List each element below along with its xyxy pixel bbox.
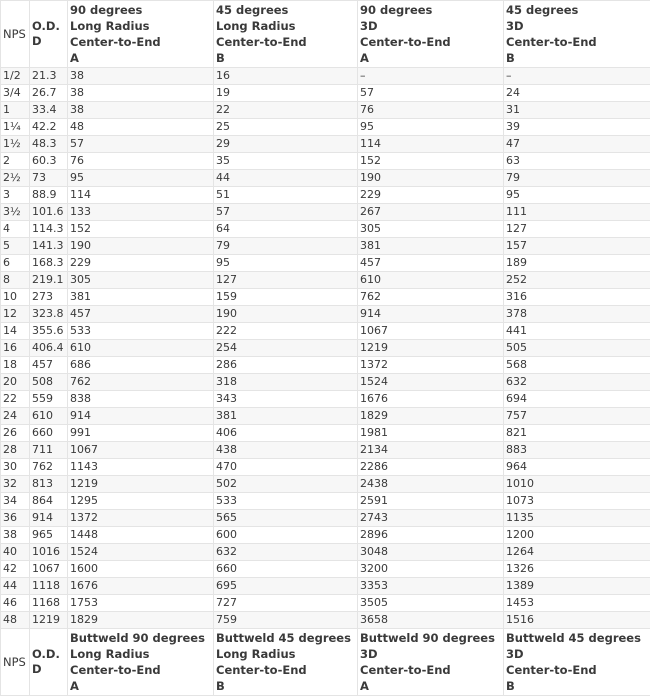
cell-od: 1168 [30,595,68,612]
cell-45-long-radius: 406 [214,425,358,442]
header-col-line: Center-to-End [360,34,501,50]
cell-nps: 24 [1,408,30,425]
cell-90-long-radius: 1143 [68,459,214,476]
header-90-3d [358,1,504,68]
table-row [1,527,650,544]
cell-nps: 2½ [1,170,30,187]
cell-45-long-radius: 318 [214,374,358,391]
cell-45-3d: 127 [504,221,650,238]
cell-90-long-radius: 57 [68,136,214,153]
cell-90-3d: 152 [358,153,504,170]
table-row [1,221,650,238]
footer-od-line2: D [32,662,65,677]
cell-90-3d: 1981 [358,425,504,442]
header-col-line: Center-to-End [216,34,355,50]
footer-col-line: Buttweld 45 degrees [506,630,648,646]
cell-90-3d: 1829 [358,408,504,425]
footer-col-line: 3D [506,646,648,662]
cell-90-3d: 3353 [358,578,504,595]
cell-90-long-radius: 38 [68,85,214,102]
cell-od: 73 [30,170,68,187]
table-row [1,272,650,289]
table-row [1,408,650,425]
table-row [1,340,650,357]
cell-od: 219.1 [30,272,68,289]
table-row [1,595,650,612]
header-col-line: 45 degrees [506,2,648,18]
cell-45-3d: 1135 [504,510,650,527]
cell-45-long-radius: 381 [214,408,358,425]
cell-45-long-radius: 95 [214,255,358,272]
cell-nps: 14 [1,323,30,340]
cell-45-3d: 1453 [504,595,650,612]
footer-col-line: B [216,678,355,694]
footer-col-line: A [360,678,501,694]
cell-90-long-radius: 133 [68,204,214,221]
cell-od: 508 [30,374,68,391]
cell-45-3d: 964 [504,459,650,476]
cell-45-long-radius: 159 [214,289,358,306]
table-row [1,374,650,391]
cell-45-3d: 821 [504,425,650,442]
cell-nps: 18 [1,357,30,374]
table-row [1,187,650,204]
cell-90-long-radius: 1295 [68,493,214,510]
footer-col-line: Buttweld 45 degrees [216,630,355,646]
cell-45-long-radius: 286 [214,357,358,374]
cell-45-long-radius: 632 [214,544,358,561]
cell-90-long-radius: 914 [68,408,214,425]
cell-od: 813 [30,476,68,493]
cell-45-3d: 378 [504,306,650,323]
cell-90-long-radius: 381 [68,289,214,306]
cell-45-long-radius: 727 [214,595,358,612]
cell-nps: 42 [1,561,30,578]
cell-nps: 10 [1,289,30,306]
cell-90-3d: 3505 [358,595,504,612]
cell-od: 711 [30,442,68,459]
header-col-line: 3D [506,18,648,34]
cell-od: 141.3 [30,238,68,255]
cell-nps: 20 [1,374,30,391]
cell-45-long-radius: 254 [214,340,358,357]
cell-90-long-radius: 1372 [68,510,214,527]
cell-90-3d: 1676 [358,391,504,408]
table-row [1,561,650,578]
cell-90-3d: 762 [358,289,504,306]
cell-90-long-radius: 1067 [68,442,214,459]
header-col-line: B [506,50,648,66]
cell-90-long-radius: 305 [68,272,214,289]
table-row [1,306,650,323]
table-body [1,68,650,629]
cell-nps: 1/2 [1,68,30,85]
cell-90-3d: 1219 [358,340,504,357]
table-row [1,578,650,595]
cell-od: 914 [30,510,68,527]
cell-90-long-radius: 1524 [68,544,214,561]
cell-od: 42.2 [30,119,68,136]
cell-90-3d: 457 [358,255,504,272]
cell-45-3d: 1516 [504,612,650,629]
cell-nps: 5 [1,238,30,255]
cell-90-3d: 3200 [358,561,504,578]
cell-45-long-radius: 35 [214,153,358,170]
cell-45-3d: 47 [504,136,650,153]
cell-90-long-radius: 686 [68,357,214,374]
table-row [1,357,650,374]
cell-nps: 26 [1,425,30,442]
header-row [1,1,650,68]
table-row [1,442,650,459]
header-col-line: 45 degrees [216,2,355,18]
cell-45-long-radius: 600 [214,527,358,544]
cell-nps: 44 [1,578,30,595]
cell-90-3d: 267 [358,204,504,221]
cell-45-long-radius: 565 [214,510,358,527]
cell-od: 1016 [30,544,68,561]
footer-row [1,629,650,696]
cell-nps: 6 [1,255,30,272]
cell-od: 1118 [30,578,68,595]
cell-90-3d: 2134 [358,442,504,459]
footer-buttweld-45-long-radius [214,629,358,696]
cell-45-long-radius: 57 [214,204,358,221]
cell-od: 610 [30,408,68,425]
cell-45-3d: 39 [504,119,650,136]
cell-nps: 34 [1,493,30,510]
table-footer [1,629,650,696]
table-header [1,1,650,68]
cell-90-long-radius: 1600 [68,561,214,578]
table-row [1,544,650,561]
table-row [1,153,650,170]
table-row [1,476,650,493]
cell-45-3d: 79 [504,170,650,187]
header-nps: NPS [1,1,30,68]
cell-od: 406.4 [30,340,68,357]
cell-45-long-radius: 660 [214,561,358,578]
cell-od: 168.3 [30,255,68,272]
cell-90-3d: 2286 [358,459,504,476]
cell-45-3d: 1264 [504,544,650,561]
footer-od-line1: O.D. [32,647,65,662]
cell-nps: 36 [1,510,30,527]
table-row [1,85,650,102]
cell-90-3d: 229 [358,187,504,204]
table-row [1,170,650,187]
footer-col-line: B [506,678,648,694]
table-row [1,459,650,476]
cell-45-3d: 1326 [504,561,650,578]
cell-45-long-radius: 79 [214,238,358,255]
cell-45-3d: 95 [504,187,650,204]
cell-nps: 28 [1,442,30,459]
header-col-line: 3D [360,18,501,34]
cell-od: 965 [30,527,68,544]
cell-45-long-radius: 22 [214,102,358,119]
cell-90-long-radius: 1753 [68,595,214,612]
cell-45-3d: 1389 [504,578,650,595]
cell-nps: 8 [1,272,30,289]
footer-od [30,629,68,696]
cell-od: 457 [30,357,68,374]
cell-90-long-radius: 1448 [68,527,214,544]
table-row [1,510,650,527]
cell-nps: 40 [1,544,30,561]
cell-nps: 46 [1,595,30,612]
cell-45-3d: 63 [504,153,650,170]
cell-90-long-radius: 1676 [68,578,214,595]
cell-od: 21.3 [30,68,68,85]
cell-45-long-radius: 438 [214,442,358,459]
cell-45-long-radius: 470 [214,459,358,476]
cell-90-long-radius: 762 [68,374,214,391]
cell-90-3d: 3048 [358,544,504,561]
cell-od: 273 [30,289,68,306]
cell-90-3d: 190 [358,170,504,187]
cell-45-3d: 31 [504,102,650,119]
cell-nps: 3/4 [1,85,30,102]
header-col-line: B [216,50,355,66]
table-row [1,391,650,408]
cell-nps: 48 [1,612,30,629]
cell-90-long-radius: 76 [68,153,214,170]
cell-90-3d: 1372 [358,357,504,374]
cell-45-long-radius: 343 [214,391,358,408]
cell-45-long-radius: 222 [214,323,358,340]
cell-45-3d: 632 [504,374,650,391]
table-row [1,425,650,442]
cell-nps: 22 [1,391,30,408]
header-od-line1: O.D. [32,19,65,34]
cell-od: 48.3 [30,136,68,153]
cell-45-long-radius: 502 [214,476,358,493]
cell-od: 355.6 [30,323,68,340]
footer-col-line: Center-to-End [216,662,355,678]
cell-45-long-radius: 64 [214,221,358,238]
cell-nps: 1½ [1,136,30,153]
header-col-line: 90 degrees [70,2,211,18]
table-row [1,323,650,340]
header-col-line: A [70,50,211,66]
cell-90-long-radius: 610 [68,340,214,357]
cell-nps: 3½ [1,204,30,221]
header-col-line: 90 degrees [360,2,501,18]
cell-nps: 30 [1,459,30,476]
cell-45-3d: 316 [504,289,650,306]
cell-od: 60.3 [30,153,68,170]
cell-nps: 2 [1,153,30,170]
cell-45-3d: 883 [504,442,650,459]
cell-45-3d: 157 [504,238,650,255]
cell-nps: 16 [1,340,30,357]
cell-nps: 4 [1,221,30,238]
cell-90-long-radius: 48 [68,119,214,136]
cell-45-long-radius: 29 [214,136,358,153]
cell-45-3d: – [504,68,650,85]
cell-od: 33.4 [30,102,68,119]
cell-45-3d: 441 [504,323,650,340]
table-row [1,238,650,255]
footer-col-line: 3D [360,646,501,662]
cell-90-3d: 914 [358,306,504,323]
header-od-line2: D [32,34,65,49]
cell-45-3d: 1200 [504,527,650,544]
cell-od: 559 [30,391,68,408]
footer-col-line: Buttweld 90 degrees [360,630,501,646]
table-row [1,289,650,306]
cell-90-long-radius: 38 [68,68,214,85]
cell-90-3d: 57 [358,85,504,102]
header-col-line: Long Radius [216,18,355,34]
cell-90-3d: 95 [358,119,504,136]
cell-90-long-radius: 457 [68,306,214,323]
cell-90-3d: 610 [358,272,504,289]
cell-90-3d: 2591 [358,493,504,510]
cell-90-long-radius: 991 [68,425,214,442]
cell-45-long-radius: 533 [214,493,358,510]
header-col-line: A [360,50,501,66]
cell-45-long-radius: 16 [214,68,358,85]
cell-45-long-radius: 695 [214,578,358,595]
cell-45-long-radius: 51 [214,187,358,204]
cell-45-3d: 757 [504,408,650,425]
cell-90-long-radius: 114 [68,187,214,204]
cell-nps: 1 [1,102,30,119]
header-col-line: Center-to-End [506,34,648,50]
cell-90-3d: 1067 [358,323,504,340]
header-90-long-radius [68,1,214,68]
footer-col-line: A [70,678,211,694]
table-row [1,255,650,272]
cell-90-3d: 114 [358,136,504,153]
cell-90-3d: – [358,68,504,85]
cell-90-3d: 2438 [358,476,504,493]
table-row [1,119,650,136]
footer-col-line: Long Radius [70,646,211,662]
footer-buttweld-90-long-radius [68,629,214,696]
header-col-line: Long Radius [70,18,211,34]
footer-col-line: Center-to-End [360,662,501,678]
cell-nps: 38 [1,527,30,544]
cell-45-3d: 24 [504,85,650,102]
cell-od: 1067 [30,561,68,578]
cell-nps: 12 [1,306,30,323]
cell-od: 660 [30,425,68,442]
cell-90-3d: 3658 [358,612,504,629]
cell-90-3d: 305 [358,221,504,238]
header-45-3d [504,1,650,68]
cell-45-3d: 505 [504,340,650,357]
cell-nps: 32 [1,476,30,493]
cell-nps: 1¼ [1,119,30,136]
table-row [1,204,650,221]
cell-90-long-radius: 1219 [68,476,214,493]
footer-col-line: Center-to-End [506,662,648,678]
cell-45-3d: 1073 [504,493,650,510]
cell-od: 762 [30,459,68,476]
cell-90-long-radius: 38 [68,102,214,119]
cell-od: 26.7 [30,85,68,102]
cell-90-long-radius: 190 [68,238,214,255]
cell-90-long-radius: 95 [68,170,214,187]
cell-45-3d: 568 [504,357,650,374]
cell-90-long-radius: 533 [68,323,214,340]
cell-od: 101.6 [30,204,68,221]
table-row [1,68,650,85]
cell-od: 88.9 [30,187,68,204]
header-45-long-radius [214,1,358,68]
cell-90-long-radius: 1829 [68,612,214,629]
cell-90-long-radius: 838 [68,391,214,408]
footer-nps: NPS [1,629,30,696]
cell-od: 864 [30,493,68,510]
table-row [1,136,650,153]
cell-45-3d: 252 [504,272,650,289]
cell-nps: 3 [1,187,30,204]
cell-45-long-radius: 127 [214,272,358,289]
cell-90-3d: 381 [358,238,504,255]
cell-45-3d: 694 [504,391,650,408]
cell-90-long-radius: 152 [68,221,214,238]
cell-90-3d: 2743 [358,510,504,527]
table-row [1,612,650,629]
cell-90-3d: 76 [358,102,504,119]
cell-45-long-radius: 25 [214,119,358,136]
cell-90-3d: 1524 [358,374,504,391]
footer-col-line: Center-to-End [70,662,211,678]
footer-col-line: Long Radius [216,646,355,662]
cell-od: 114.3 [30,221,68,238]
cell-od: 323.8 [30,306,68,323]
header-od [30,1,68,68]
footer-buttweld-90-3d [358,629,504,696]
cell-od: 1219 [30,612,68,629]
footer-col-line: Buttweld 90 degrees [70,630,211,646]
header-col-line: Center-to-End [70,34,211,50]
cell-45-long-radius: 759 [214,612,358,629]
cell-90-long-radius: 229 [68,255,214,272]
cell-45-3d: 111 [504,204,650,221]
cell-45-long-radius: 44 [214,170,358,187]
cell-45-long-radius: 19 [214,85,358,102]
cell-90-3d: 2896 [358,527,504,544]
cell-45-long-radius: 190 [214,306,358,323]
table-row [1,102,650,119]
footer-buttweld-45-3d [504,629,650,696]
cell-45-3d: 189 [504,255,650,272]
cell-45-3d: 1010 [504,476,650,493]
table-row [1,493,650,510]
